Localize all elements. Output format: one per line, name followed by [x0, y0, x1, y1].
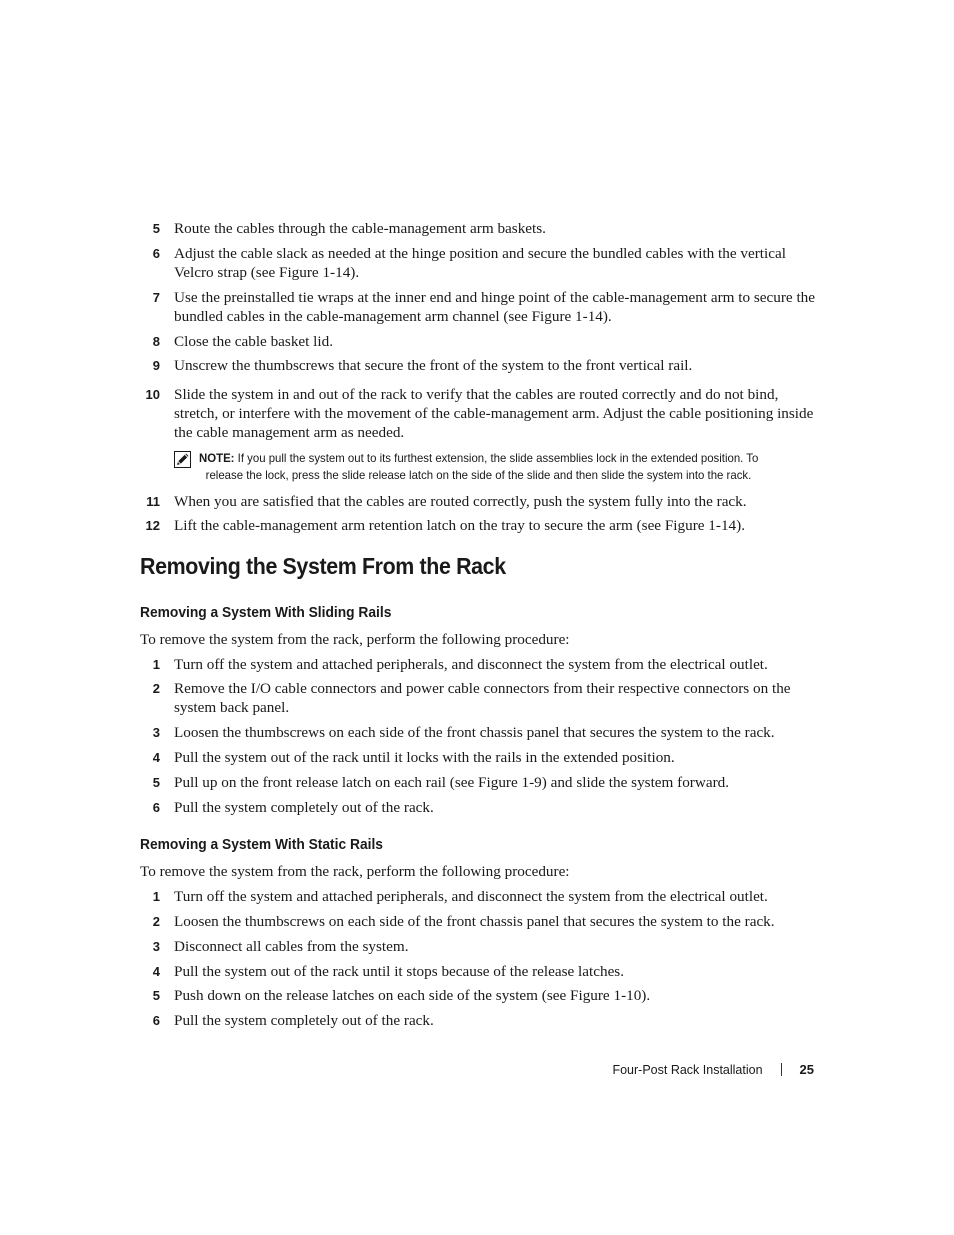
step-number: 5 — [152, 221, 160, 236]
section-heading: Removing the System From the Rack — [140, 553, 506, 579]
step-number: 7 — [152, 290, 160, 305]
step-text: Adjust the cable slack as needed at the hinge position and secure the bundled cables with the vertical Velcro strap (see Figure 1-14). — [174, 245, 786, 281]
note-callout — [174, 450, 824, 484]
step-text: Pull the system out of the rack until it stops because of the release latches. — [174, 963, 625, 980]
step-text: Route the cables through the cable-management arm baskets. — [174, 220, 546, 237]
sliding-step-4 — [140, 748, 820, 767]
static-step-6 — [140, 1011, 820, 1030]
page-footer — [612, 1062, 814, 1077]
step-top-11 — [140, 492, 820, 511]
step-top-6 — [140, 244, 820, 282]
step-number: 3 — [152, 939, 160, 954]
sliding-step-3 — [140, 723, 820, 742]
sliding-step-6 — [140, 798, 820, 817]
step-top-9 — [140, 356, 820, 375]
static-step-2 — [140, 912, 820, 931]
step-number: 5 — [152, 775, 160, 790]
step-number: 2 — [152, 914, 160, 929]
static-step-1 — [140, 887, 820, 906]
step-number: 2 — [152, 681, 160, 696]
step-text: Loosen the thumbscrews on each side of the front chassis panel that secures the system to the rack. — [174, 724, 775, 741]
step-top-8 — [140, 332, 820, 351]
footer-chapter-title: Four-Post Rack Installation — [612, 1062, 763, 1077]
sliding-step-2 — [140, 679, 820, 717]
step-number: 6 — [152, 246, 160, 261]
step-text: When you are satisfied that the cables are routed correctly, push the system fully into the rack. — [174, 493, 747, 510]
step-text: Remove the I/O cable connectors and power cable connectors from their respective connectors on the system back panel. — [174, 680, 791, 716]
step-number: 4 — [152, 964, 160, 979]
step-number: 8 — [152, 334, 160, 349]
step-number: 11 — [146, 494, 160, 509]
step-text: Turn off the system and attached peripherals, and disconnect the system from the electrical outlet. — [174, 656, 768, 673]
step-number: 3 — [152, 725, 160, 740]
note-line-2: release the lock, press the slide release latch on the side of the slide and then slide the system into the rack. — [205, 468, 752, 482]
intro-static-rails: To remove the system from the rack, perform the following procedure: — [140, 863, 570, 880]
subheading-sliding-rails: Removing a System With Sliding Rails — [140, 604, 392, 621]
step-number: 12 — [145, 518, 160, 533]
footer-divider — [781, 1063, 782, 1076]
page-number: 25 — [799, 1062, 814, 1077]
step-top-12 — [140, 516, 820, 535]
step-top-7 — [140, 288, 820, 326]
step-number: 4 — [152, 750, 160, 765]
step-number: 5 — [152, 988, 160, 1003]
step-text: Pull the system completely out of the rack. — [174, 799, 434, 816]
note-label: NOTE: — [199, 451, 235, 465]
note-line-1: If you pull the system out to its furthest extension, the slide assemblies lock in the extended position. To — [237, 451, 759, 465]
static-step-3 — [140, 937, 820, 956]
step-text: Unscrew the thumbscrews that secure the front of the system to the front vertical rail. — [174, 357, 693, 374]
step-text: Lift the cable-management arm retention latch on the tray to secure the arm (see Figure 1-14). — [174, 517, 745, 534]
intro-sliding-rails: To remove the system from the rack, perform the following procedure: — [140, 631, 570, 648]
step-number: 9 — [152, 358, 160, 373]
static-step-4 — [140, 962, 820, 981]
step-text: Pull up on the front release latch on each rail (see Figure 1-9) and slide the system forward. — [174, 774, 730, 791]
step-text: Push down on the release latches on each side of the system (see Figure 1-10). — [174, 987, 651, 1004]
step-text: Loosen the thumbscrews on each side of the front chassis panel that secures the system to the rack. — [174, 913, 775, 930]
step-number: 1 — [152, 889, 160, 904]
step-top-10 — [140, 385, 820, 442]
step-text: Use the preinstalled tie wraps at the inner end and hinge point of the cable-management arm to secure the bundled cables in the cable-management arm channel (see Figure 1-14). — [174, 289, 816, 325]
step-text: Turn off the system and attached peripherals, and disconnect the system from the electrical outlet. — [174, 888, 768, 905]
step-top-5 — [140, 219, 820, 238]
step-number: 10 — [145, 387, 160, 402]
step-number: 6 — [152, 1013, 160, 1028]
step-text: Pull the system completely out of the rack. — [174, 1012, 434, 1029]
pencil-note-icon — [174, 451, 191, 468]
static-step-5 — [140, 986, 820, 1005]
step-text: Disconnect all cables from the system. — [174, 938, 409, 955]
note-body — [199, 450, 812, 484]
step-number: 1 — [152, 657, 160, 672]
sliding-step-5 — [140, 773, 820, 792]
step-text: Slide the system in and out of the rack to verify that the cables are routed correctly and do not bind, stretch, or interfere with the movement of the cable-management arm. Adjust the cable positioning inside the cable management arm as needed. — [174, 386, 814, 441]
sliding-step-1 — [140, 655, 820, 674]
step-text: Close the cable basket lid. — [174, 333, 334, 350]
step-text: Pull the system out of the rack until it locks with the rails in the extended position. — [174, 749, 675, 766]
subheading-static-rails: Removing a System With Static Rails — [140, 836, 383, 853]
step-number: 6 — [152, 800, 160, 815]
